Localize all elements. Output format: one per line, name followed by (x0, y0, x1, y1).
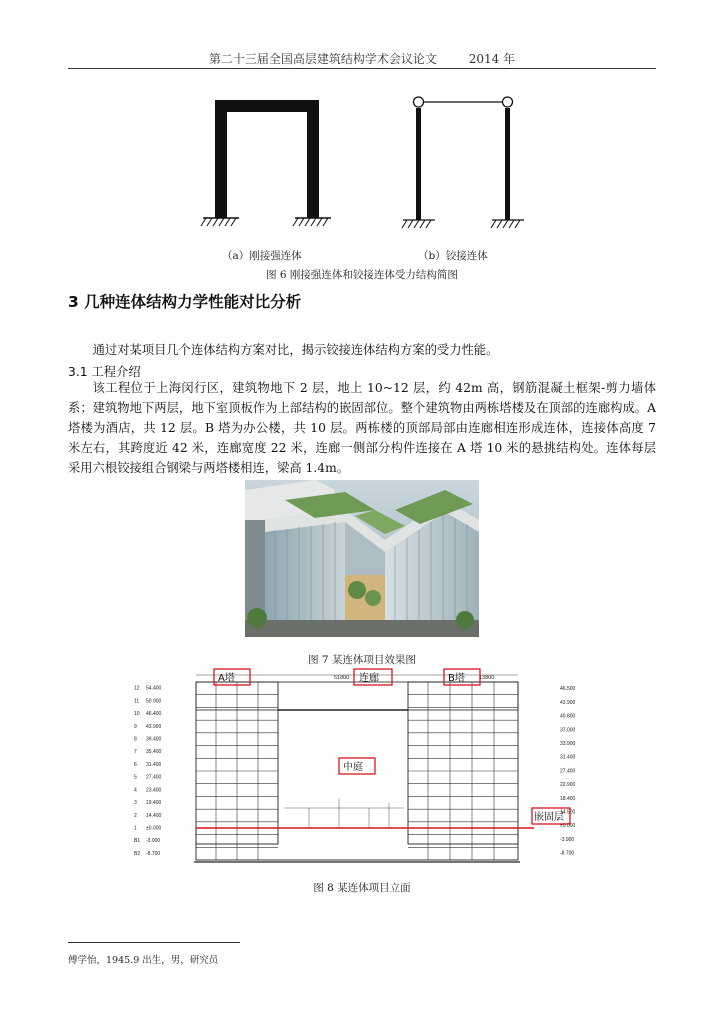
elevation-tag-left: 50.900 (146, 698, 162, 705)
elevation-tag-right: 33.900 (560, 740, 576, 747)
elevation-tag-right: 22.900 (560, 782, 576, 789)
elevation-tag-right: 31.400 (560, 754, 576, 761)
figure7-caption: 图 7 某连体项目效果图 (308, 654, 416, 666)
elevation-tag-left: 46.400 (146, 711, 162, 718)
elevation-tag-left: ±0.000 (146, 825, 162, 832)
figure6-sub-a: （a）刚接强连体 (222, 250, 302, 262)
level-tag-left: 8 (134, 736, 137, 743)
elevation-tag-left: 27.400 (146, 774, 162, 781)
elevation-tag-left: 35.400 (146, 749, 162, 756)
footnote-rule (68, 942, 240, 943)
level-tag-left: 10 (134, 711, 140, 718)
elevation-tag-right: 43.900 (560, 699, 576, 706)
body-paragraph: 该工程位于上海闵行区，建筑物地下 2 层，地上 10~12 层，约 42m 高，钢筋混凝土框架-剪力墙体系；建筑物地下两层，地下室顶板作为上部结构的嵌固部位。整个建筑物由两栋塔楼及在顶部的连廊构成。A 塔楼为酒店，共 12 层。B 塔为办公楼，共 10 层。两栋楼的顶部局部由连廊相连形成连体，连接体高度 7 米左右，其跨度近 42 米，连廊宽度 22 米，连廊一侧部分构件连接在 A 塔 10 米的悬挑结构处。连体每层采用六根铰接组合钢梁与两塔楼相连，梁高 1.4m。 (68, 381, 656, 475)
elevation-tag-right: -3.900 (560, 836, 575, 843)
elevation-tag-left: -3.900 (146, 838, 161, 845)
level-tag-left: 1 (134, 825, 137, 832)
level-tag-left: 3 (134, 800, 137, 807)
label-atrium: 中庭 (343, 762, 363, 773)
intro-paragraph: 通过对某项目几个连体结构方案对比，揭示铰接连体结构方案的受力性能。 (92, 343, 499, 357)
elevation-tag-right: 40.800 (560, 713, 576, 720)
level-tag-left: 7 (134, 749, 137, 756)
label-link: 连廊 (359, 673, 379, 684)
header-year: 2014 年 (468, 52, 516, 66)
level-tag-left: B1 (134, 838, 141, 845)
elevation-tag-left: 31.400 (146, 761, 162, 768)
level-tag-left: 5 (134, 774, 137, 781)
elevation-tag-right: 37.000 (560, 727, 576, 734)
header-rule (68, 68, 656, 69)
level-tag-left: 4 (134, 787, 137, 794)
elevation-tag-left: 14.400 (146, 812, 162, 819)
level-tag-left: 2 (134, 812, 137, 819)
dim-label-mid: 51800 (334, 675, 350, 681)
elevation-tag-left: 54.400 (146, 685, 162, 692)
figure6-sub-b: （b）铰接连体 (418, 250, 488, 262)
elevation-tag-right: 14.500 (560, 809, 576, 816)
figure6-caption: 图 6 刚接强连体和铰接连体受力结构简图 (266, 269, 458, 281)
level-tag-left: 11 (134, 698, 140, 705)
label-fixed-level: 嵌固层 (534, 812, 564, 823)
header-title: 第二十三届全国高层建筑结构学术会议论文 (208, 52, 437, 66)
level-tag-left: 9 (134, 723, 137, 730)
elevation-tag-left: -8.700 (146, 850, 161, 857)
elevation-tag-left: 43.900 (146, 723, 162, 730)
label-tower-b: B塔 (448, 673, 465, 684)
elevation-tag-left: 19.400 (146, 800, 162, 807)
elevation-tag-right: -8.700 (560, 850, 575, 857)
dim-label-right: 13800 (479, 675, 495, 681)
elevation-tag-right: 18.400 (560, 795, 576, 802)
figure6-diagram (195, 92, 535, 238)
label-tower-a: A塔 (218, 673, 235, 684)
level-tag-left: 12 (134, 685, 140, 692)
level-tag-left: 6 (134, 761, 137, 768)
elevation-tag-right: ±0.000 (560, 823, 576, 830)
elevation-tag-left: 23.400 (146, 787, 162, 794)
level-tag-left: B2 (134, 850, 141, 857)
footnote: 傅学怡，1945.9 出生，男，研究员 (68, 955, 219, 966)
rigid-frame (201, 100, 331, 226)
running-header (0, 50, 724, 67)
elevation-tag-left: 39.400 (146, 736, 162, 743)
project-rendering-photo (245, 480, 479, 637)
section-heading: 3 几种连体结构力学性能对比分析 (68, 293, 302, 311)
subsection-heading: 3.1 工程介绍 (68, 365, 141, 379)
figure8-caption: 图 8 某连体项目立面 (313, 882, 411, 894)
pinned-frame (402, 97, 524, 228)
elevation-tag-right: 27.400 (560, 768, 576, 775)
figure8-elevation (134, 668, 590, 874)
elevation-tag-right: 46.500 (560, 686, 576, 693)
